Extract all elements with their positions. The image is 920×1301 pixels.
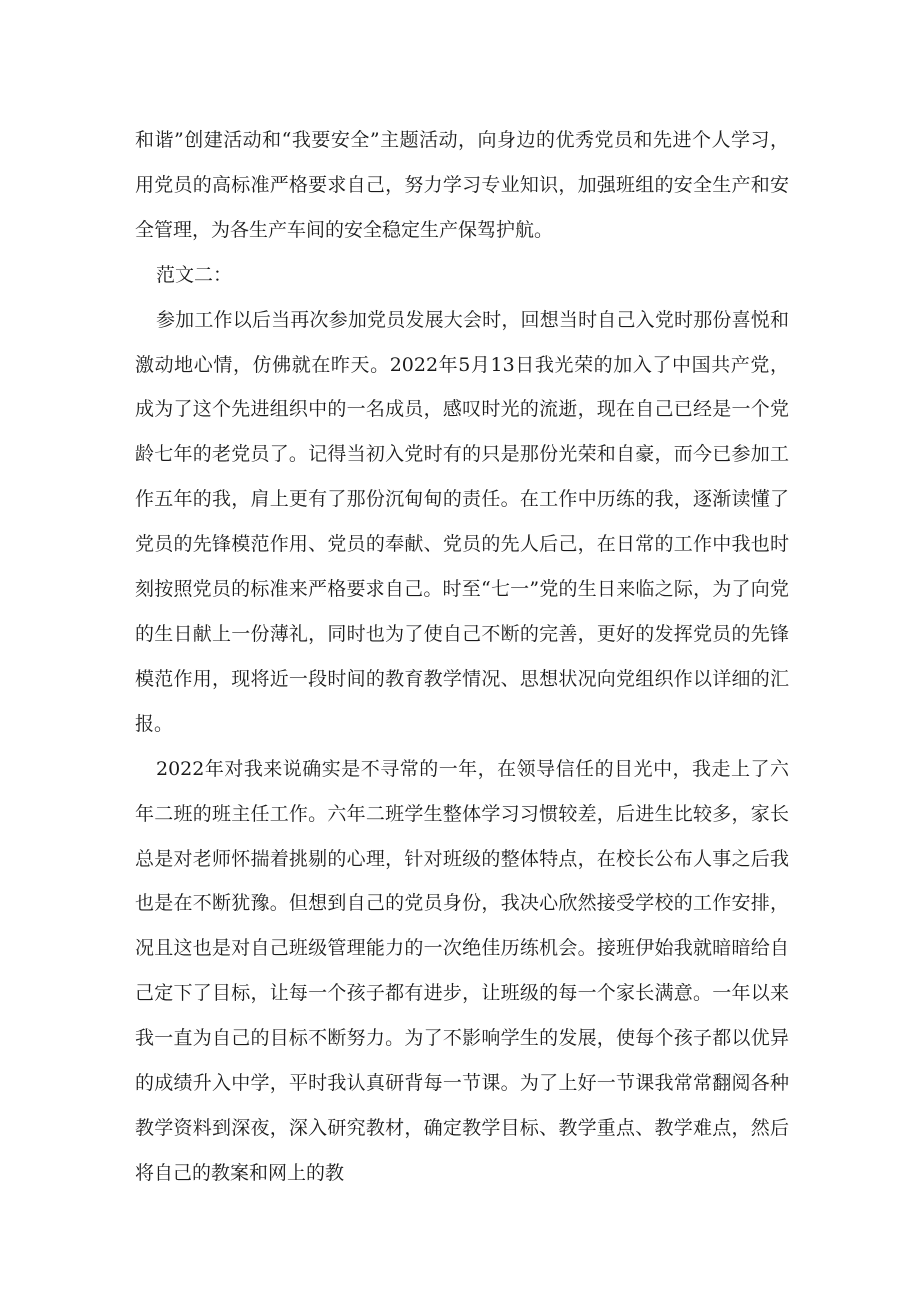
paragraph: 2022年对我来说确实是不寻常的一年，在领导信任的目光中，我走上了六年二班的班主任工作。六年二班学生整体学习习惯较差，后进生比较多，家长总是对老师怀揣着挑剔的心理，针对班级的整体特点，在校长公布人事之后我也是在不断犹豫。但想到自己的党员身份，我决心欣然接受学校的工作安排，况且这也是对自己班级管理能力的一次绝佳历练机会。接班伊始我就暗暗给自己定下了目标，让每一个孩子都有进步，让班级的每一个家长满意。一年以来我一直为自己的目标不断努力。为了不影响学生的发展，使每个孩子都以优异的成绩升入中学，平时我认真研背每一节课。为了上好一节课我常常翻阅各种教学资料到深夜，深入研究教材，确定教学目标、教学重点、教学难点，然后将自己的教案和网上的教 (135, 757, 789, 1184)
paragraph: 参加工作以后当再次参加党员发展大会时，回想当时自己入党时那份喜悦和激动地心情，仿佛就在昨天。2022年5月13日我光荣的加入了中国共产党，成为了这个先进组织中的一名成员，感叹时光的流逝，现在自己已经是一个党龄七年的老党员了。记得当初入党时有的只是那份光荣和自豪，而今已参加工作五年的我，肩上更有了那份沉甸甸的责任。在工作中历练的我，逐渐读懂了党员的先锋模范作用、党员的奉献、党员的先人后己，在日常的工作中我也时刻按照党员的标准来严格要求自己。时至“七一”党的生日来临之际，为了向党的生日献上一份薄礼，同时也为了使自己不断的完善，更好的发挥党员的先锋模范作用，现将近一段时间的教育教学情况、思想状况向党组织作以详细的汇报。 (135, 308, 789, 735)
paragraph-continuation: 和谐”创建活动和“我要安全”主题活动，向身边的优秀党员和先进个人学习，用党员的高标准严格要求自己，努力学习专业知识，加强班组的安全生产和安全管理，为各生产车间的安全稳定生产保驾护航。 (135, 129, 789, 241)
section-heading: 范文二： (156, 263, 233, 286)
document-body (135, 118, 789, 1196)
